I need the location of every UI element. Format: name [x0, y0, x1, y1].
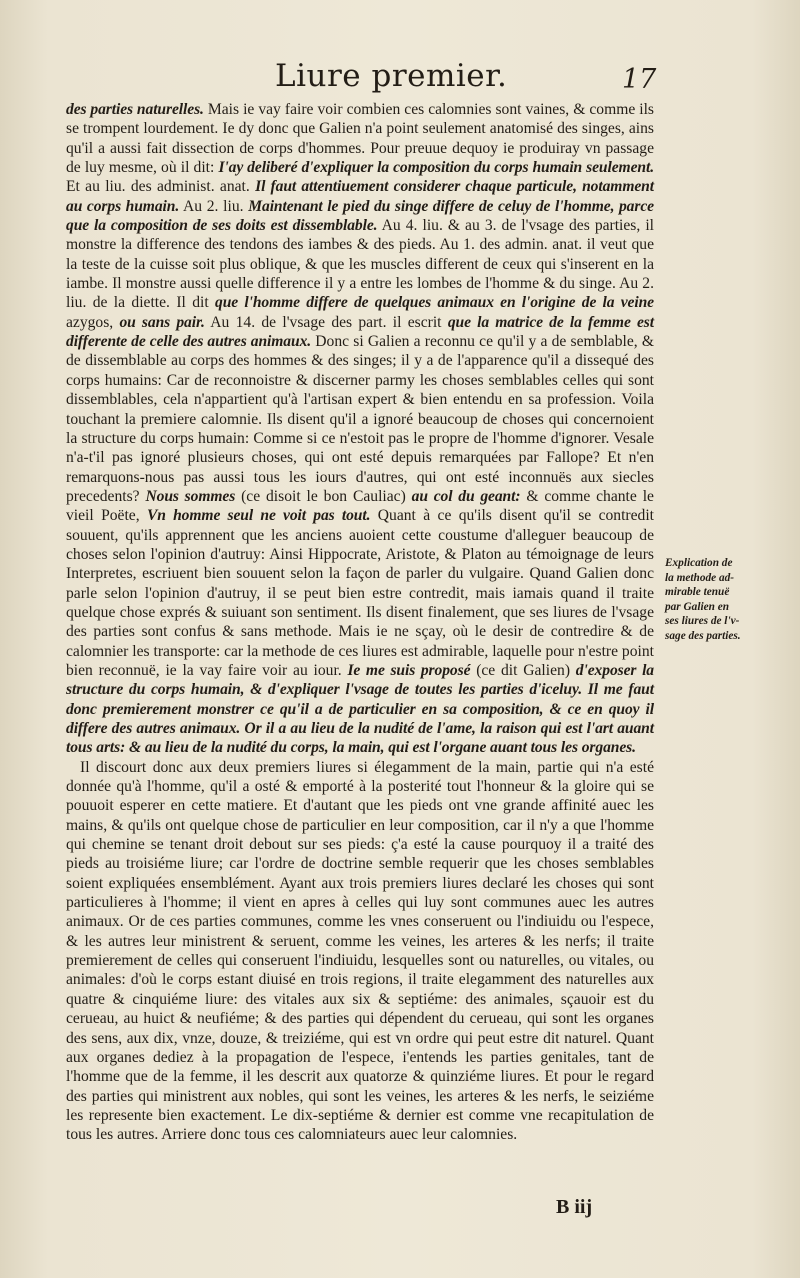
text-run: Mais ie vay faire voir combien ces calomnies sont vaines, & comme ils se trompent lourdement. Ie dy donc que Galien n'a point seulement anatomisé des singes, ains qu'il a aussi fait dissection de corps d'hommes. Pour preuue dequoy ie produiray vn passage de luy mesme, où il dit:: [66, 101, 654, 177]
marginal-note-line: mirable tenuë: [665, 586, 730, 599]
text-run: Au 4. liu. & au 3. de l'vsage des parties, il monstre la difference des tendons des iambes & des pieds. Au 1. des admin. anat. il veut que la teste de la cuisse soit plus oblique, & que les muscles different de ceux qui s'inserent en la iambe. Il monstre aussi quelle difference il y a entre les lombes de l'homme & du singe. Au 2. liu. de la diette. Il dit: [66, 217, 654, 312]
paragraph: [66, 100, 654, 758]
page-header: [0, 58, 800, 102]
italic-quotation: Vn homme seul ne voit pas tout.: [146, 507, 371, 525]
text-run: Il discourt donc aux deux premiers liures si élegamment de la main, partie qui n'a esté donnée qu'à l'homme, qu'il a osté & emporté à la posterité tout l'honneur & la gloire qui se pouuoit esperer en cette matiere. Et d'autant que les pieds ont vne grande affinité auec les mains, & qu'ils ont quelque chose de particulier en leur composition, car il n'y a que l'homme qui chemine se tenant droit debout sur ses pieds: ç'a esté la cause pourquoy il a traité des pieds au troisiéme liure; car l'ordre de doctrine semble requerir que les choses semblables soient expliquées ensemblément. Ayant aux trois premiers liures declaré les choses qui sont particulieres à l'homme; il vient en apres à celles qui luy sont communes auec les autres animaux. Or de ces parties communes, comme les vnes conseruent ou l'indiuidu ou l'espece, & les autres leur ministrent & seruent, comme les veines, les arteres & les nerfs; il traite premierement de celles qui conseruent l'indiuidu, lesquelles sont ou naturelles, ou vitales, ou animales: d'où le corps estant diuisé en trois regions, il traite elegamment des naturelles aux quatre & cinquiéme liure: des vitales aux six & septiéme: des animales, sçauoir est du cerueau, au huict & neufiéme; & des parties qui dépendent du cerueau, qui sont les organes des sens, aux dix, vnze, douze, & treiziéme, qui est vn ordre qui peut estre dit naturel. Quant aux organes dediez à la propagation de l'espece, i'entends les parties genitales, tant de l'homme que de la femme, il les descrit aux quatorze & quinziéme liures. Et pour le regard des parties qui ministrent aux nobles, qui sont les veines, les arteres & les nerfs, le seiziéme les represente bien exactement. Le dix-septiéme & dernier est comme vne recapitulation de tous les autres. Arriere donc tous ces calomniateurs auec leur calomnies.: [66, 758, 654, 1144]
text-run: Et au liu. des administ. anat.: [66, 178, 256, 196]
paragraph: [66, 758, 654, 1145]
italic-quotation: au col du geant:: [411, 487, 521, 505]
text-run: Donc si Galien a reconnu ce qu'il y a de semblable, & de dissemblable au corps des hommes & des singes; il y a de l'apparence qu'il a dissequé des corps humains: Car de reconnoistre & discerner parmy les choses semblables celles qui sont dissemblables, cela n'appartient qu'à l'artisan expert & bien entendu en sa profession. Voila touchant la premiere calomnie. Ils disent qu'il a ignoré beaucoup de choses qui concernoient la structure du corps humain: Comme si ce n'estoit pas le propre de l'homme d'ignorer. Vesale n'a-t'il pas ignoré plusieurs choses, qui ont esté depuis remarquées par Fallope? Et n'en remarquons-nous pas aussi tous les iours d'autres, qui ont esté inconnuës aux siecles precedents?: [66, 333, 654, 505]
marginal-note-line: Explication de: [665, 557, 733, 569]
text-run: (ce dit Galien): [470, 661, 576, 679]
italic-quotation: que la matrice de la femme est differente de celle des autres animaux.: [66, 313, 654, 351]
marginal-note-line: la methode ad-: [665, 571, 735, 584]
marginal-note-line: sage des parties.: [665, 629, 741, 642]
text-run: (ce disoit le bon Cauliac): [235, 487, 412, 505]
marginal-note-line: ses liures de l'v-: [665, 615, 740, 628]
marginal-note: [665, 556, 791, 644]
italic-quotation: d'exposer la structure du corps humain, & d'expliquer l'vsage de toutes les parties d'iceluy. Il me faut donc premierement monstrer ce qu'il a de particulier en sa composition, & ce en quoy il differe des autres animaux. Or il a au lieu de la nudité de l'ame, la raison qui est l'art auant tous arts: & au lieu de la nudité du corps, la main, qui est l'organe auant tous les organes.: [66, 661, 655, 757]
text-run: Au 14. de l'vsage des part. il escrit: [204, 313, 448, 331]
italic-quotation: Nous sommes: [145, 487, 236, 505]
marginal-note-line: par Galien en: [665, 600, 730, 613]
page-number: 17: [622, 64, 657, 95]
main-text: [66, 100, 654, 1145]
text-run: azygos,: [66, 313, 120, 331]
text-run: & comme chante le vieil Poëte,: [66, 487, 654, 525]
italic-quotation: des parties naturelles.: [66, 101, 204, 118]
running-title: Liure premier.: [275, 58, 508, 94]
italic-quotation: Il faut attentiuement considerer chaque particule, notamment au corps humain.: [66, 178, 654, 215]
italic-quotation: Ie me suis proposé: [347, 661, 471, 679]
italic-quotation: ou sans pair.: [119, 313, 205, 331]
signature-mark: B iij: [556, 1196, 593, 1218]
italic-quotation: que l'homme differe de quelques animaux en l'origine de la veine: [215, 294, 654, 312]
italic-quotation: I'ay deliberé d'expliquer la composition du corps humain seulement.: [218, 159, 655, 177]
text-run: Au 2. liu.: [179, 197, 249, 215]
text-run: Quant à ce qu'ils disent qu'il se contredit souuent, qu'ils apprennent que les anciens auoient cette coustume d'alleguer beaucoup de choses selon l'opinion d'autruy: Ainsi Hippocrate, Aristote, & Platon au témoignage de leurs Interpretes, escriuent bien souuent selon la façon de parler du vulgaire. Quand Galien donc parle selon l'opinion d'autruy, il se peut bien estre contredit, mais iamais quand il traite quelque chose exprés & suiuant son sentiment. Ils disent finalement, que ses liures de l'vsage des parties sont confus & sans methode. Mais ie ne sçay, où le desir de contredire & de calomnier les transporte: car la methode de ces liures est admirable, laquelle pour n'estre point bien reconnuë, ie la vay faire voir au iour.: [66, 507, 655, 679]
italic-quotation: Maintenant le pied du singe differe de celuy de l'homme, parce que la composition de ses doits est dissemblable.: [66, 197, 654, 235]
